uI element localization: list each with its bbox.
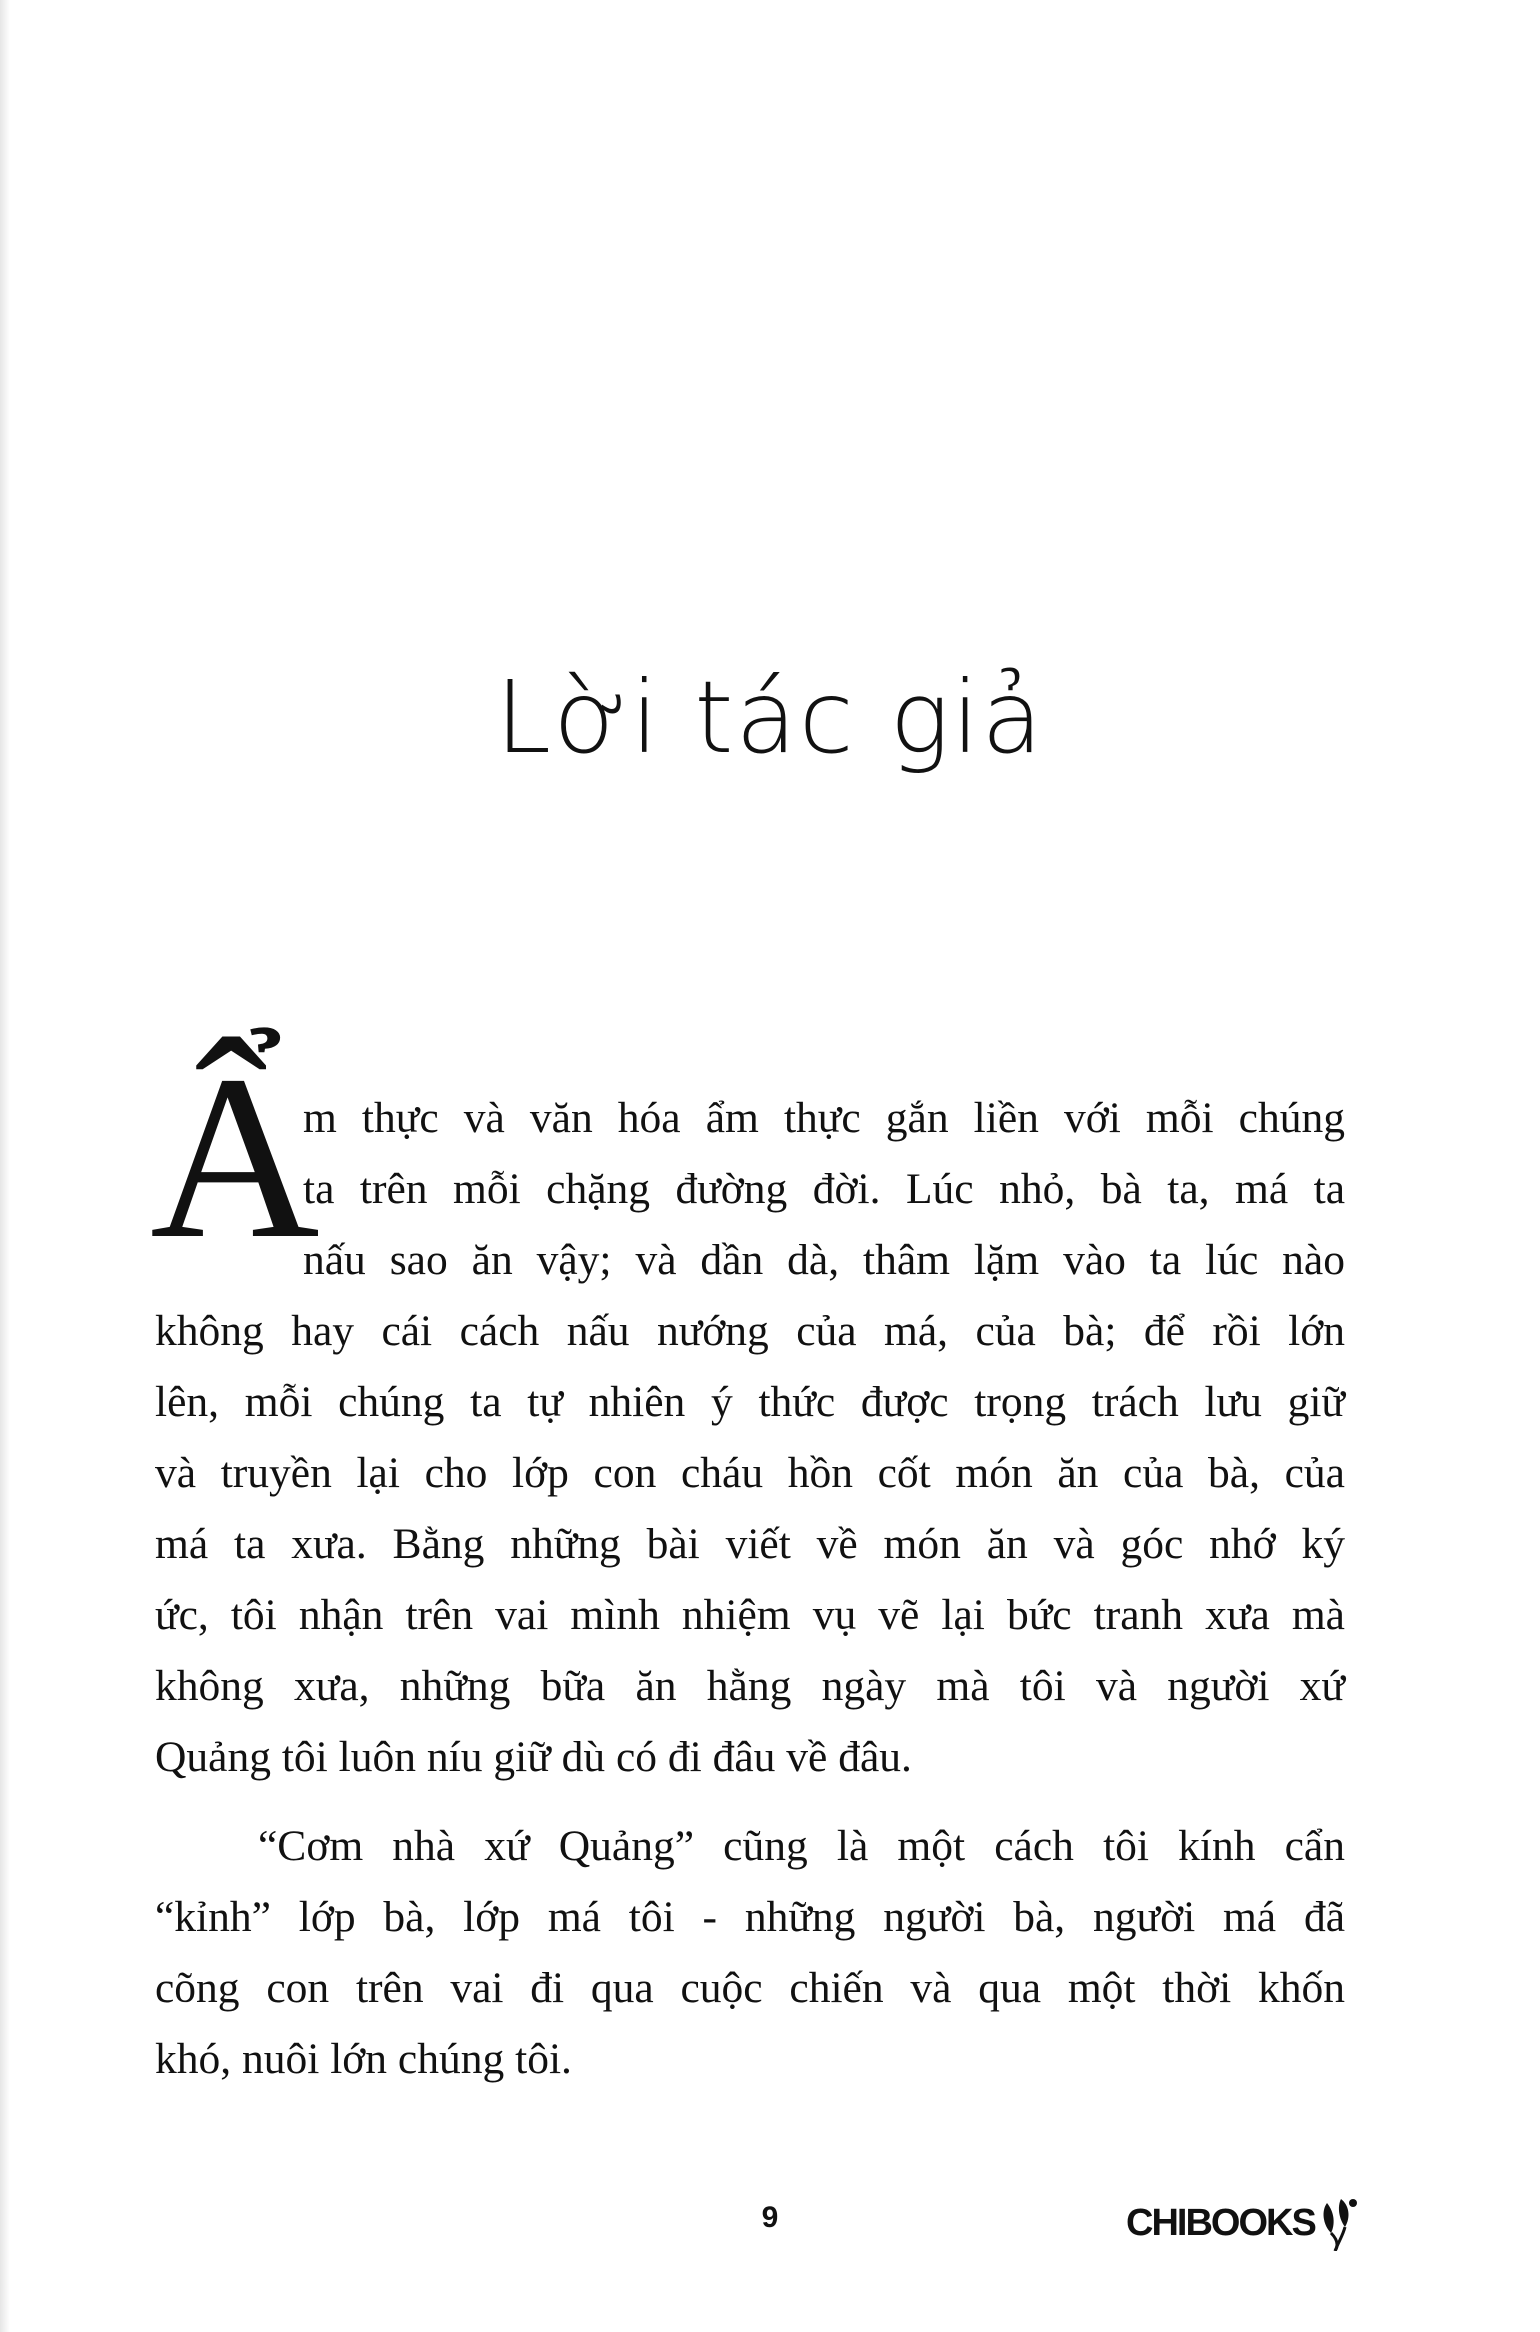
publisher-name: CHIBOOKS [1126, 2202, 1315, 2244]
paragraph-2-line-3: cõng con trên vai đi qua cuộc chiến và qua một thời khốn [155, 1964, 1345, 2012]
publisher-logo [1126, 2195, 1361, 2251]
paragraph-1-line-5: lên, mỗi chúng ta tự nhiên ý thức được trọng trách lưu giữ [155, 1378, 1345, 1426]
paragraph-1-line-9: không xưa, những bữa ăn hằng ngày mà tôi và người xứ [155, 1662, 1345, 1710]
paragraph-1-line-8: ức, tôi nhận trên vai mình nhiệm vụ vẽ lại bức tranh xưa mà [155, 1591, 1345, 1639]
page-number: 9 [761, 2201, 779, 2234]
paragraph-1-line-3: nấu sao ăn vậy; và dần dà, thâm lặm vào ta lúc nào [303, 1236, 1345, 1284]
paragraph-1-line-6: và truyền lại cho lớp con cháu hồn cốt món ăn của bà, của [155, 1449, 1345, 1497]
leaf-figure-icon [1317, 2195, 1361, 2251]
drop-cap: Ẩ [150, 1027, 320, 1287]
paragraph-2-line-4: khó, nuôi lớn chúng tôi. [155, 2035, 572, 2083]
paragraph-1-line-7: má ta xưa. Bằng những bài viết về món ăn và góc nhớ ký [155, 1520, 1345, 1568]
paragraph-1-line-4: không hay cái cách nấu nướng của má, của bà; để rồi lớn [155, 1307, 1345, 1355]
page-edge-shadow [0, 0, 10, 2332]
page-title: Lời tác giả [495, 659, 1045, 776]
paragraph-2-line-2: “kỉnh” lớp bà, lớp má tôi - những người bà, người má đã [155, 1893, 1345, 1941]
paragraph-1-line-1: m thực và văn hóa ẩm thực gắn liền với mỗi chúng [303, 1094, 1345, 1142]
paragraph-1-line-10: Quảng tôi luôn níu giữ dù có đi đâu về đâu. [155, 1733, 912, 1781]
paragraph-1-line-2: ta trên mỗi chặng đường đời. Lúc nhỏ, bà ta, má ta [303, 1165, 1345, 1213]
paragraph-2-line-1: “Cơm nhà xứ Quảng” cũng là một cách tôi kính cẩn [258, 1822, 1345, 1870]
